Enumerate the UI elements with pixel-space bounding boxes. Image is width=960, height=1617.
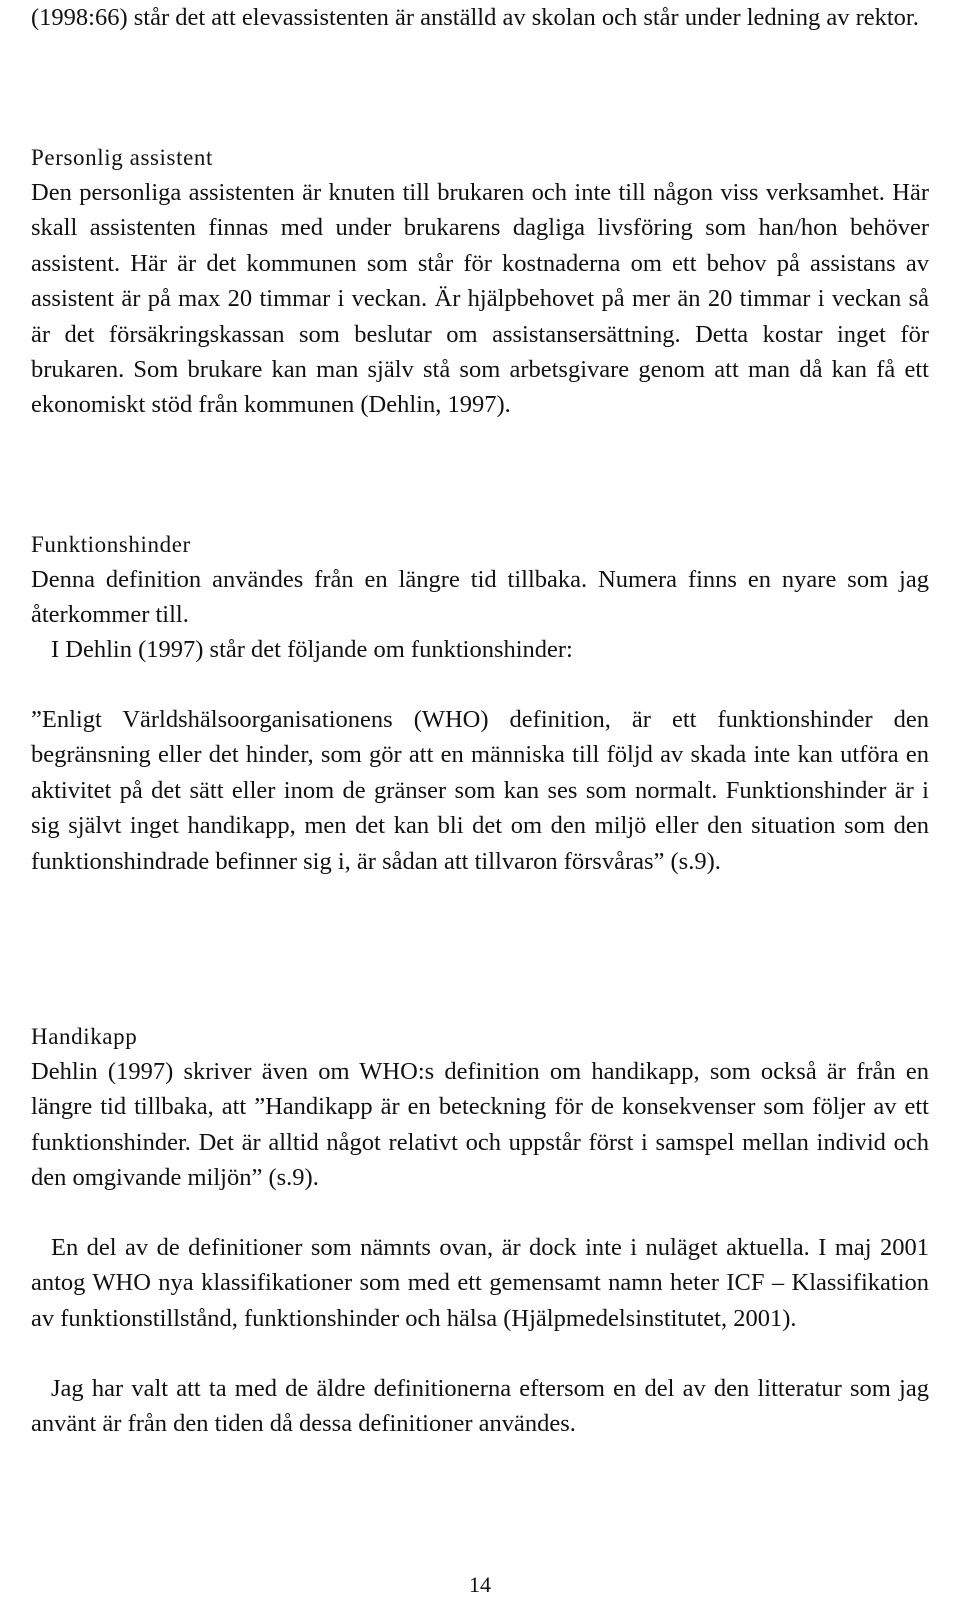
handikapp-paragraph-2: En del av de definitioner som nämnts ovan, är dock inte i nuläget aktuella. I maj 2001 antog WHO nya klassifikationer som med ett gemensamt namn heter ICF – Klassifikation av funktionstillstånd, funktionshinder och hälsa (Hjälpmedelsinstitutet, 2001). bbox=[31, 1234, 929, 1332]
funktionshinder-paragraph: Denna definition användes från en längre tid tillbaka. Numera finns en nyare som jag återkommer till. bbox=[31, 566, 929, 629]
personlig-assistent-paragraph: Den personliga assistenten är knuten till brukaren och inte till någon viss verksamhet. Här skall assistenten finnas med under brukarens dagliga livsföring som han/hon behöver assistent. Här är det kommunen som står för kostnaderna om ett behov på assistans av assistent är på max 20 timmar i veckan. Är hjälpbehovet på mer än 20 timmar i veckan så är det försäkringskassan som beslutar om assistansersättning. Detta kostar inget för brukaren. Som brukare kan man själv stå som arbetsgivare genom att man då kan få ett ekonomiskt stöd från kommunen (Dehlin, 1997). bbox=[31, 179, 929, 419]
section-heading-funktionshinder: Funktionshinder bbox=[31, 532, 191, 557]
handikapp-paragraph-1: Dehlin (1997) skriver även om WHO:s definition om handikapp, som också är från en längre tid tillbaka, att ”Handikapp är en beteckning för de konsekvenser som följer av ett funktionshinder. Det är alltid något relativt och uppstår först i samspel mellan individ och den omgivande miljön” (s.9). bbox=[31, 1058, 929, 1192]
intro-paragraph: (1998:66) står det att elevassistenten är anställd av skolan och står under ledning av rektor. bbox=[31, 4, 919, 31]
page-number: 14 bbox=[469, 1572, 491, 1597]
handikapp-paragraph-3: Jag har valt att ta med de äldre definitionerna eftersom en del av den litteratur som jag använt är från den tiden då dessa definitioner användes. bbox=[31, 1375, 929, 1438]
funktionshinder-quote: ”Enligt Världshälsoorganisationens (WHO) definition, är ett funktionshinder den begränsning eller det hinder, som gör att en människa till följd av skada inte kan utföra en aktivitet på det sätt eller inom de gränser som kan ses som normalt. Funktionshinder är i sig självt inget handikapp, men det kan bli det om den miljö eller den situation som den funktionshindrade befinner sig i, är sådan att tillvaron försvåras” (s.9). bbox=[31, 706, 929, 875]
section-heading-personlig-assistent: Personlig assistent bbox=[31, 145, 213, 170]
section-heading-handikapp: Handikapp bbox=[31, 1024, 138, 1049]
funktionshinder-quote-intro: I Dehlin (1997) står det följande om funktionshinder: bbox=[51, 636, 573, 663]
